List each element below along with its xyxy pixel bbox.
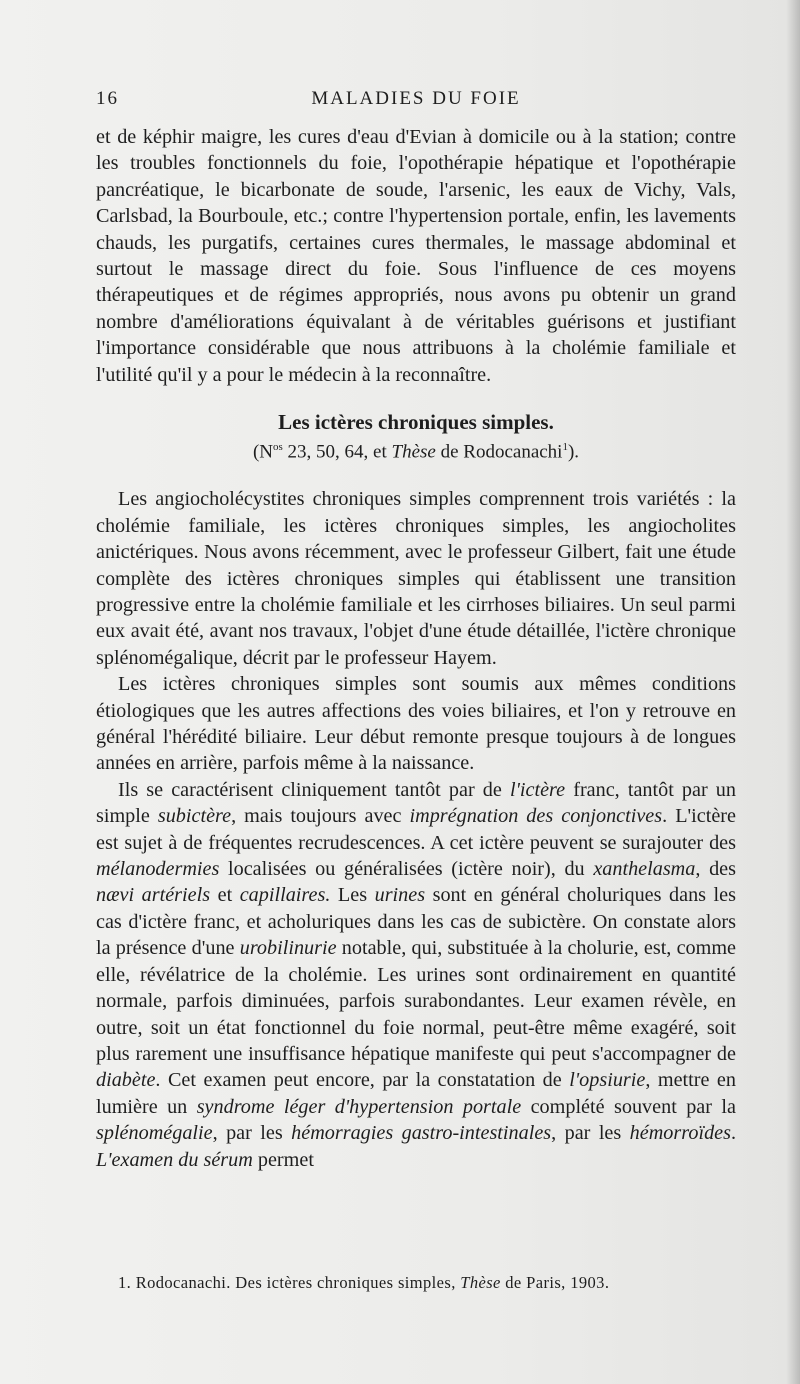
running-title: MALADIES DU FOIE [311, 88, 521, 109]
paragraph-2: Les angiocholécystites chroniques simples comprennent trois variétés : la cholémie familiale, les ictères chroniques simples, les angiocholites anictériques. Nous avons récemment, avec le professeur Gilbert, fait une étude complète des ictères chroniques simples qui établissent une transition progressive entre la cholémie familiale et les cirrhoses biliaires. Un seul parmi eux avait été, avant nos travaux, l'objet d'une étude détaillée, l'ictère chronique splénomégalique, décrit par le professeur Hayem. [96, 488, 736, 669]
footnote: 1. Rodocanachi. Des ictères chroniques simples, Thèse de Paris, 1903. [118, 1273, 610, 1292]
paragraph-3: Les ictères chroniques simples sont soumis aux mêmes conditions étiologiques que les autres affections des voies biliaires, et l'on y retrouve en général l'hérédité biliaire. Leur début remonte presque toujours à de longues années en arrière, parfois même à la naissance. [96, 673, 736, 775]
page-body [96, 124, 736, 1173]
paragraph-4: Ils se caractérisent cliniquement tantôt par de l'ictère franc, tantôt par un simple subictère, mais toujours avec imprégnation des conjonctives. L'ictère est sujet à de fréquentes recrudescences. A cet ictère peuvent se surajouter des mélanodermies localisées ou généralisées (ictère noir), du xanthelasma, des nævi artériels et capillaires. Les urines sont en général choluriques dans les cas d'ictère franc, et acholuriques dans les cas de subictère. On constate alors la présence d'une urobilinurie notable, qui, substituée à la cholurie, est, comme elle, révélatrice de la cholémie. Les urines sont ordinairement en quantité normale, parfois diminuées, parfois surabondantes. Leur examen révèle, en outre, soit un état fonctionnel du foie normal, peut-être même exagéré, soit plus rarement une insuffisance hépatique manifeste qui peut s'accompagner de diabète. Cet examen peut encore, par la constatation de l'opsiurie, mettre en lumière un syndrome léger d'hypertension portale complété souvent par la splénomégalie, par les hémorragies gastro-intestinales, par les hémorroïdes. L'examen du sérum permet [96, 778, 737, 1171]
page-number: 16 [96, 88, 119, 109]
section-heading: Les ictères chroniques simples. [278, 410, 554, 435]
footnote-ref: 1 [562, 441, 568, 454]
section-references: ($N^{os}$ 23, 50, 64, et Thèse de Rodocanachi$^1$). [252, 441, 580, 463]
paragraph-1: et de képhir maigre, les cures d'eau d'Evian à domicile ou à la station; contre les troubles fonctionnels du foie, l'opothérapie hépatique et l'opothérapie pancréatique, le bicarbonate de soude, l'arsenic, les eaux de Vichy, Vals, Carlsbad, la Bourboule, etc.; contre l'hypertension portale, enfin, les lavements chauds, les purgatifs, certaines cures thermales, le massage abdominal et surtout le massage direct du foie. Sous l'influence de ces moyens thérapeutiques et de régimes appropriés, nous avons pu obtenir un grand nombre d'améliorations équivalant à de véritables guérisons et justifiant l'importance considérable que nous attribuons à la cholémie familiale et l'utilité qu'il y a pour le médecin à la reconnaître. [96, 126, 736, 386]
page-spine-shadow [786, 0, 800, 1384]
running-header [96, 88, 736, 114]
